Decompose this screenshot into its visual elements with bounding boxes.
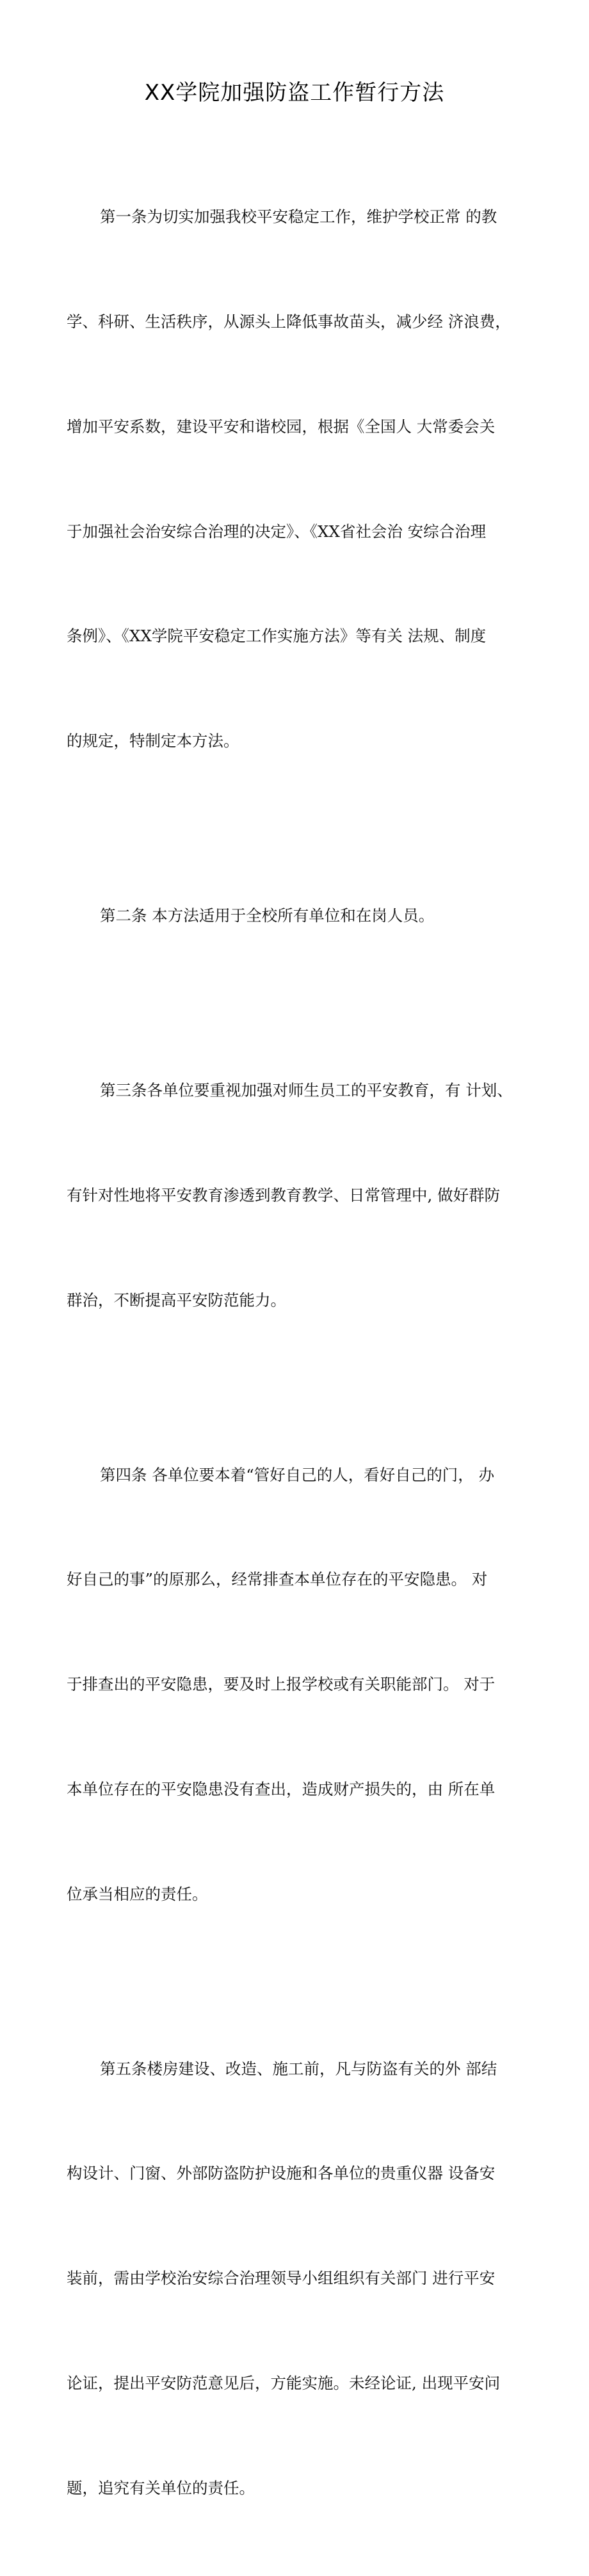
text-line: 题，追究有关单位的责任。 bbox=[67, 2478, 255, 2497]
text-line: 第四条 各单位要本着“管好自己的人，看好自己的门， 办 bbox=[100, 1465, 495, 1484]
text-line: 第二条 本方法适用于全校所有单位和在岗人员。 bbox=[100, 906, 435, 925]
text-line: 的规定，特制定本方法。 bbox=[67, 732, 239, 751]
text-line: 好自己的事”的原那么，经常排查本单位存在的平安隐患。 对 bbox=[67, 1570, 488, 1589]
text-line: 有针对性地将平安教育渗透到教育教学、日常管理中, 做好群防 bbox=[67, 1185, 501, 1204]
article-2 bbox=[67, 829, 525, 1004]
text-line: 于排查出的平安隐患，要及时上报学校或有关职能部门。 对于 bbox=[67, 1675, 496, 1694]
text-line: 群治，不断提高平安防范能力。 bbox=[67, 1290, 286, 1309]
article-5 bbox=[67, 1981, 525, 2575]
text-line: 构设计、门窗、外部防盗防护设施和各单位的贵重仪器 设备安 bbox=[67, 2164, 496, 2183]
text-line: 增加平安系数，建设平安和谐校园，根据《全国人 大常委会关 bbox=[67, 417, 496, 436]
document-title: XX学院加强防盗工作暂行方法 bbox=[144, 80, 445, 106]
text-line: 条例》、《XX学院平安稳定工作实施方法》等有关 法规、制度 bbox=[67, 627, 487, 646]
text-line: 于加强社会治安综合治理的决定》、《XX省社会治 安综合治理 bbox=[67, 522, 487, 541]
text-line: 第一条为切实加强我校平安稳定工作，维护学校正常 的教 bbox=[100, 207, 497, 227]
text-line: 第五条楼房建设、改造、施工前，凡与防盗有关的外 部结 bbox=[100, 2059, 497, 2078]
article-3 bbox=[67, 1004, 525, 1388]
text-line: 本单位存在的平安隐患没有查出，造成财产损失的，由 所在单 bbox=[67, 1779, 496, 1798]
text-line: 位承当相应的责任。 bbox=[67, 1884, 208, 1903]
document-body bbox=[67, 130, 525, 2576]
article-4 bbox=[67, 1388, 525, 1981]
text-line: 学、科研、生活秩序，从源头上降低事故苗头，减少经 济浪费， bbox=[67, 312, 511, 331]
text-line: 第三条各单位要重视加强对师生员工的平安教育，有 计划、 bbox=[100, 1081, 513, 1100]
text-line: 装前，需由学校治安综合治理领导小组组织有关部门 进行平安 bbox=[67, 2269, 496, 2288]
article-1 bbox=[67, 130, 525, 829]
text-line: 论证，提出平安防范意见后，方能实施。未经论证, 出现平安问 bbox=[67, 2374, 501, 2392]
